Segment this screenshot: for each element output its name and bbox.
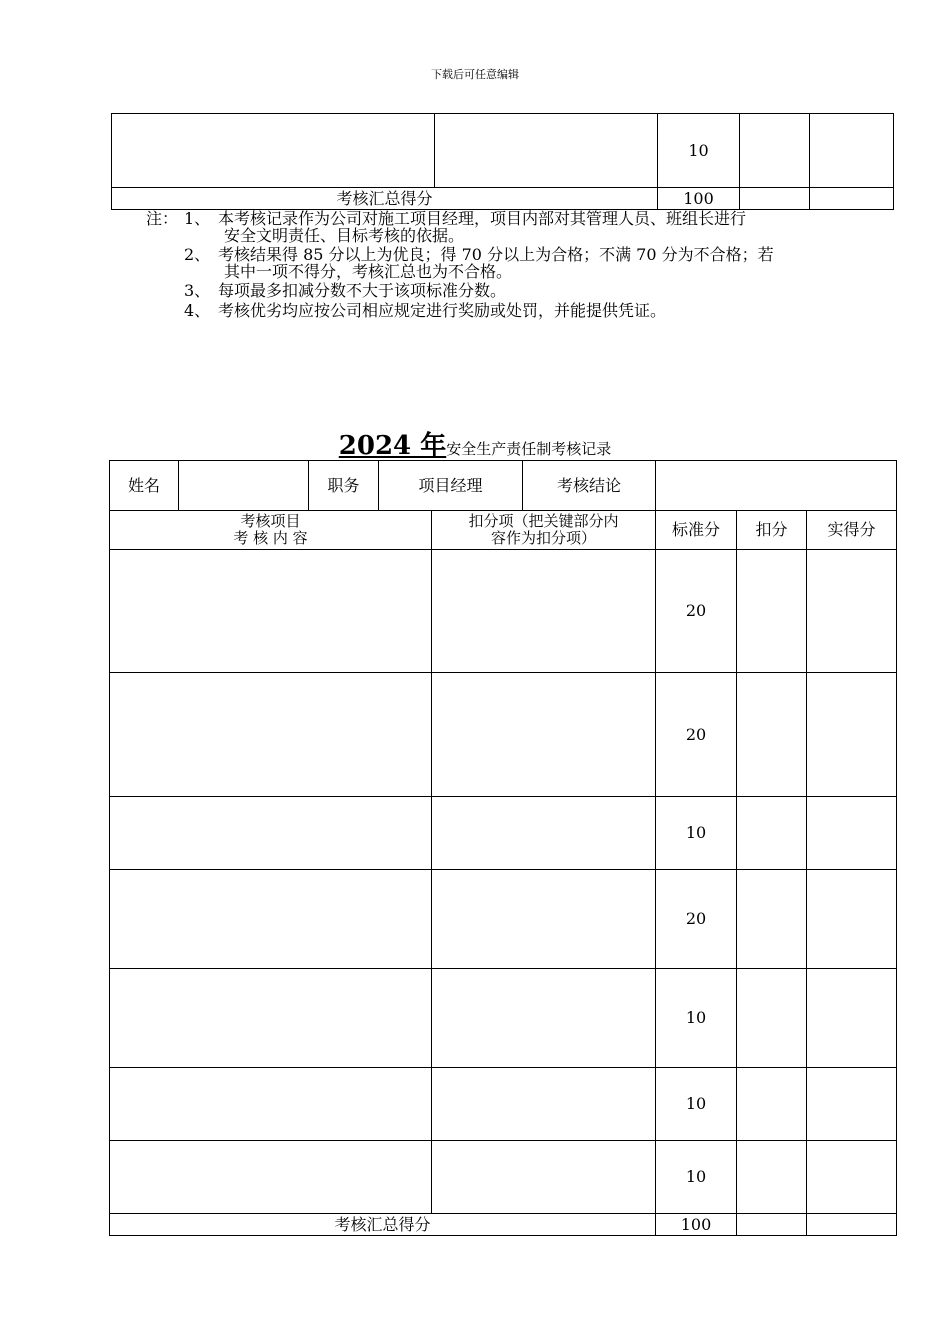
standard-score-cell: 10 xyxy=(656,969,737,1068)
position-value: 项目经理 xyxy=(379,461,523,511)
position-label: 职务 xyxy=(309,461,379,511)
standard-score-cell: 10 xyxy=(656,797,737,870)
standard-score-cell: 20 xyxy=(656,673,737,797)
conclusion-label: 考核结论 xyxy=(523,461,656,511)
name-label: 姓名 xyxy=(110,461,179,511)
notes-section xyxy=(146,209,886,321)
deduct-item-cell xyxy=(435,114,658,188)
note-item-4 xyxy=(146,301,886,321)
total-row xyxy=(110,1214,897,1236)
total-label: 考核汇总得分 xyxy=(110,1214,656,1236)
total-minus-cell xyxy=(740,188,810,210)
col-actual-header: 实得分 xyxy=(807,511,897,550)
table-row xyxy=(110,797,897,870)
total-score: 100 xyxy=(656,1214,737,1236)
table-row xyxy=(110,870,897,969)
note-text: 考核结果得 85 分以上为优良；得 70 分以上为合格；不满 70 分为不合格；若 xyxy=(218,245,774,264)
title-year: 2024 年 xyxy=(338,431,447,461)
note-number: 4、 xyxy=(184,301,211,320)
table-row xyxy=(110,969,897,1068)
minus-cell xyxy=(740,114,810,188)
table-row xyxy=(110,1141,897,1214)
total-row xyxy=(112,188,894,210)
note-number: 1、 xyxy=(184,209,211,228)
notes-lead: 注： xyxy=(146,209,179,228)
note-text: 每项最多扣减分数不大于该项标准分数。 xyxy=(218,281,507,300)
total-label: 考核汇总得分 xyxy=(112,188,658,210)
note-text: 考核优劣均应按公司相应规定进行奖励或处罚，并能提供凭证。 xyxy=(218,301,667,320)
note-number: 2、 xyxy=(184,245,211,264)
note-text: 本考核记录作为公司对施工项目经理，项目内部对其管理人员、班组长进行 xyxy=(218,209,747,228)
title-text: 安全生产责任制考核记录 xyxy=(446,440,612,458)
total-actual-cell xyxy=(810,188,894,210)
col-standard-header: 标准分 xyxy=(656,511,737,550)
standard-score-cell: 10 xyxy=(656,1068,737,1141)
assessment-table-continued xyxy=(111,113,894,210)
col-deduct-header: 扣分项（把关键部分内 容作为扣分项） xyxy=(432,511,656,550)
conclusion-value xyxy=(656,461,897,511)
standard-score-cell: 10 xyxy=(658,114,740,188)
table-row xyxy=(110,673,897,797)
table-row xyxy=(112,114,894,188)
actual-score-cell xyxy=(810,114,894,188)
standard-score-cell: 20 xyxy=(656,550,737,673)
standard-score-cell: 10 xyxy=(656,1141,737,1214)
table-row xyxy=(110,1068,897,1141)
name-value xyxy=(179,461,309,511)
assessment-table xyxy=(109,460,897,1236)
table-row xyxy=(110,550,897,673)
column-header-row xyxy=(110,511,897,550)
note-item-3 xyxy=(146,281,886,301)
total-score: 100 xyxy=(658,188,740,210)
page-title xyxy=(0,425,950,462)
note-text-continued: 其中一项不得分，考核汇总也为不合格。 xyxy=(224,262,513,281)
page-header-note: 下载后可任意编辑 xyxy=(431,68,519,81)
col-minus-header: 扣分 xyxy=(737,511,807,550)
note-text-continued: 安全文明责任、目标考核的依据。 xyxy=(224,226,465,245)
note-number: 3、 xyxy=(184,281,211,300)
standard-score-cell: 20 xyxy=(656,870,737,969)
info-row xyxy=(110,461,897,511)
col-item-header: 考核项目 考 核 内 容 xyxy=(110,511,432,550)
item-cell xyxy=(112,114,435,188)
